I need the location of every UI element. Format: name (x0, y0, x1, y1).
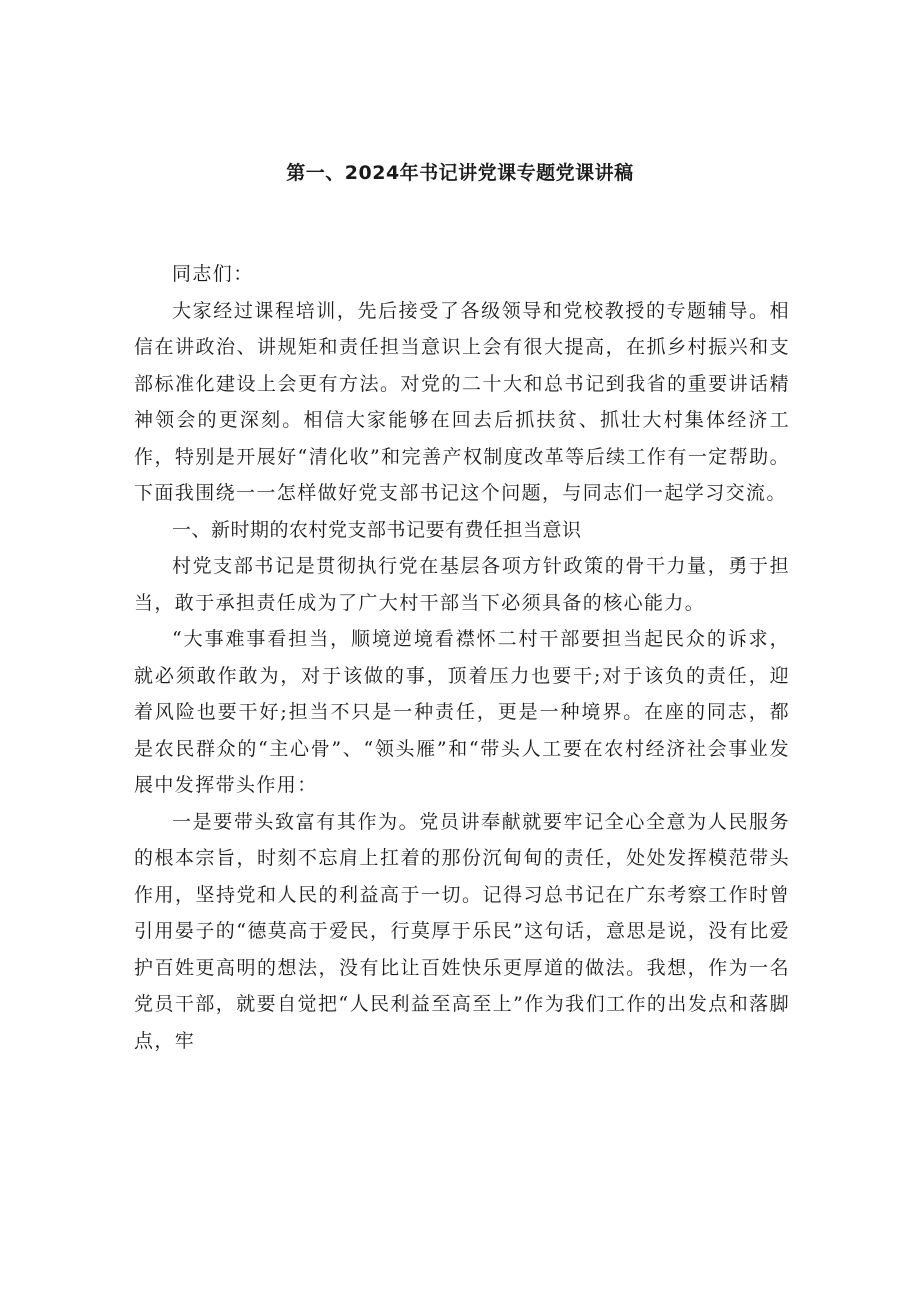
paragraph-3: “大事难事看担当，顺境逆境看襟怀二村干部要担当起民众的诉求，就必须敢作敢为，对于该做的事，顶着压力也要干;对于该负的责任，迎着风险也要干好;担当不只是一种责任，更是一种境界。在座的同志，都是农民群众的“主心骨”、“领头雁”和“带头人工要在农村经济社会事业发展中发挥带头作用： (134, 628, 790, 796)
document-title: 第一、2024年书记讲党课专题党课讲稿 (286, 162, 634, 184)
paragraph-4: 一是要带头致富有其作为。党员讲奉献就要牢记全心全意为人民服务的根本宗旨，时刻不忘肩上扛着的那份沉甸甸的责任，处处发挥模范带头作用，坚持党和人民的利益高于一切。记得习总书记在广东考察工作时曾引用晏子的“德莫高于爱民，行莫厚于乐民”这句话，意思是说，没有比爱护百姓更高明的想法，没有比让百姓快乐更厚道的做法。我想，作为一名党员干部，就要自觉把“人民利益至高至上”作为我们工作的出发点和落脚点，牢 (134, 810, 790, 1052)
section-heading-1: 一、新时期的农村党支部书记要有费任担当意识 (172, 518, 582, 541)
document-body (134, 256, 790, 1059)
paragraph-2: 村党支部书记是贯彻执行党在基层各项方针政策的骨干力量，勇于担当，敢于承担责任成为了广大村干部当下必须具备的核心能力。 (134, 555, 790, 614)
greeting: 同志们： (172, 263, 254, 285)
paragraph-intro: 大家经过课程培训，先后接受了各级领导和党校教授的专题辅导。相信在讲政治、讲规矩和责任担当意识上会有很大提高，在抓乡村振兴和支部标准化建设上会更有方法。对党的二十大和总书记到我省的重要讲话精神领会的更深刻。相信大家能够在回去后抓扶贫、抓壮大村集体经济工作，特别是开展好“清化收”和完善产权制度改革等后续工作有一定帮助。下面我围绕一一怎样做好党支部书记这个问题，与同志们一起学习交流。 (134, 299, 790, 504)
